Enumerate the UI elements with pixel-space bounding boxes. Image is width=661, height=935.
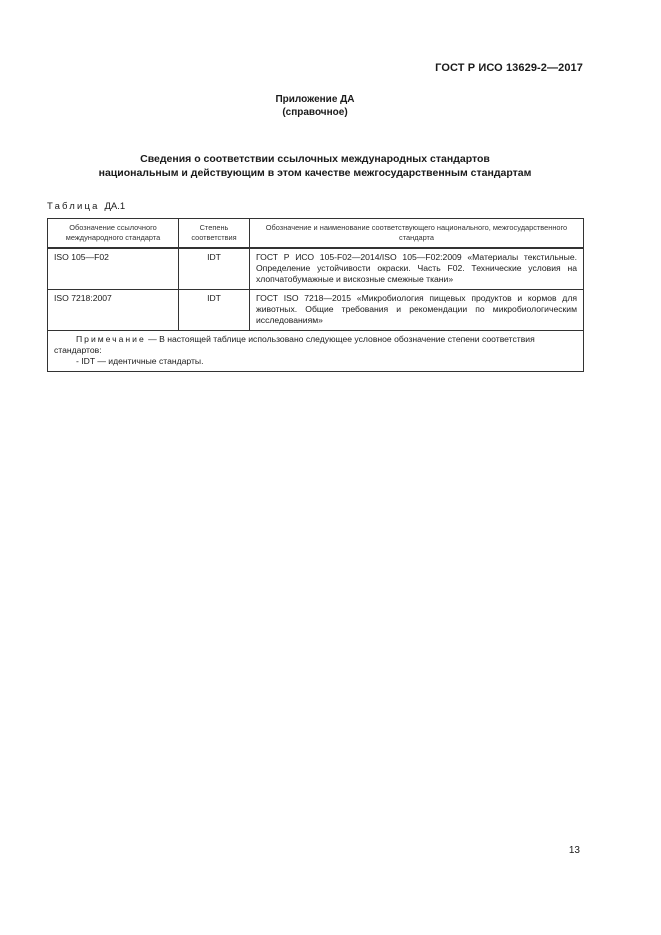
header-international-standard: Обозначение ссылочного международного стандарта	[48, 219, 179, 249]
document-code: ГОСТ Р ИСО 13629-2—2017	[435, 62, 583, 74]
appendix-subtitle: (справочное)	[282, 107, 348, 118]
section-title	[0, 152, 630, 180]
table-caption-number: ДА.1	[104, 201, 126, 212]
table-row	[48, 248, 584, 290]
note-text: — В настоящей таблице использовано следующее условное обозначение степени соответствия стандартов:	[54, 334, 535, 355]
table-note	[48, 331, 584, 372]
cell-international-standard: ISO 105—F02	[48, 248, 179, 290]
note-item: - IDT — идентичные стандарты.	[76, 356, 204, 366]
cell-international-standard: ISO 7218:2007	[48, 290, 179, 331]
cell-national-standard: ГОСТ Р ИСО 105-F02—2014/ISO 105—F02:2009 «Материалы текстильные. Определение устойчивости окраски. Часть F02. Технические условия на хлопчатобумажные и вискозные смежные ткани»	[250, 248, 584, 290]
cell-degree: IDT	[179, 290, 250, 331]
section-title-line-1: Сведения о соответствии ссылочных международных стандартов	[140, 153, 490, 165]
note-lead: Примечание	[76, 334, 146, 344]
table-row	[48, 290, 584, 331]
header-national-standard: Обозначение и наименование соответствующего национального, межгосударственного стандарта	[250, 219, 584, 249]
table-caption-label: Таблица	[47, 201, 100, 212]
appendix-heading	[0, 93, 630, 119]
page-number: 13	[568, 845, 580, 856]
header-degree: Степень соответствия	[179, 219, 250, 249]
table-note-row	[48, 331, 584, 372]
correspondence-table	[47, 218, 584, 372]
cell-national-standard: ГОСТ ISO 7218—2015 «Микробиология пищевых продуктов и кормов для животных. Общие требования и рекомендации по микробиологическим исследованиям»	[250, 290, 584, 331]
cell-degree: IDT	[179, 248, 250, 290]
table-header-row	[48, 219, 584, 249]
appendix-title: Приложение ДА	[275, 94, 355, 105]
section-title-line-2: национальным и действующим в этом качестве межгосударственным стандартам	[98, 167, 532, 179]
table-caption	[47, 201, 125, 212]
